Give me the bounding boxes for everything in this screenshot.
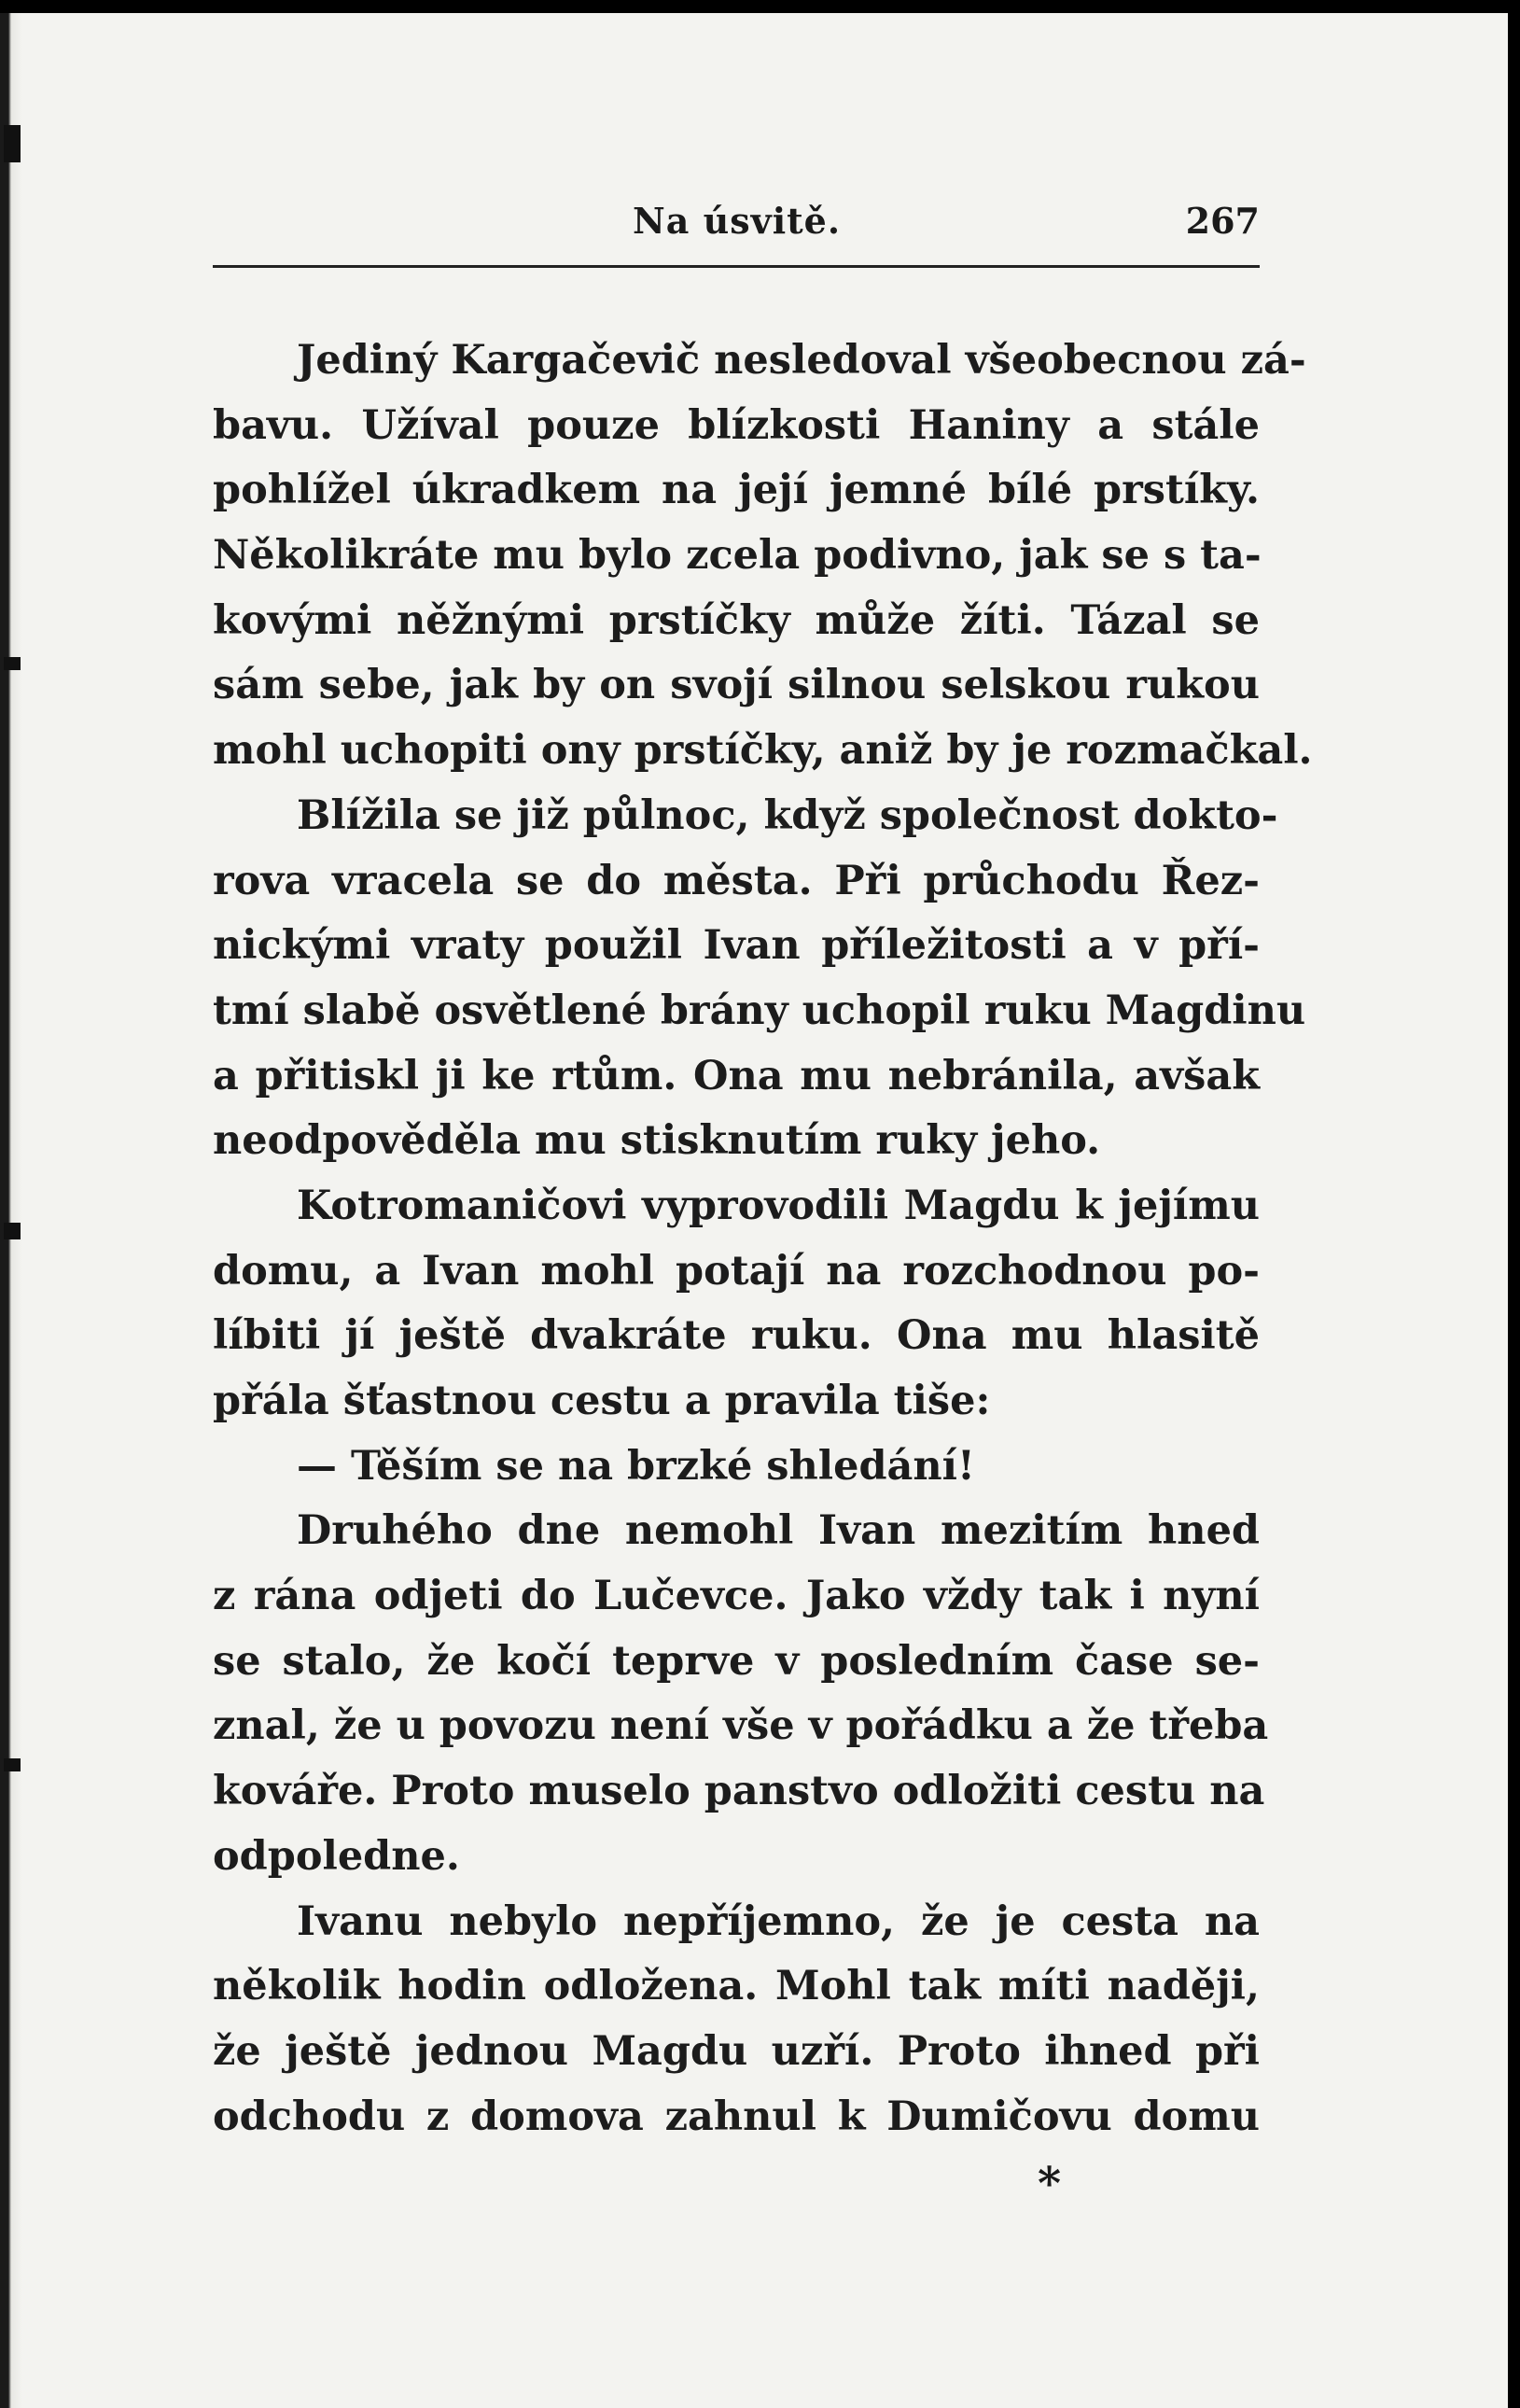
text-line: tmí slabě osvětlené brány uchopil ruku Magdinu <box>213 987 1306 1034</box>
text-line: pohlížel úkradkem na její jemné bílé prstíky. <box>213 467 1260 514</box>
text-line: se stalo, že kočí teprve v posledním čase se- <box>213 1637 1260 1685</box>
text-line: neodpověděla mu stisknutím ruky jeho. <box>213 1117 1101 1165</box>
asterisk-ornament: * <box>1038 2158 1062 2210</box>
text-line: Blížila se již půlnoc, když společnost dokto- <box>297 791 1278 839</box>
running-title: Na úsvitě. <box>633 200 842 242</box>
text-line: kováře. Proto muselo panstvo odložiti cestu na <box>213 1768 1265 1815</box>
text-line: z rána odjeti do Lučevce. Jako vždy tak i nyní <box>213 1573 1260 1620</box>
text-line: sám sebe, jak by on svojí silnou selskou rukou <box>213 662 1260 709</box>
page-binding-edge <box>0 13 22 2408</box>
edge-mark <box>4 125 21 162</box>
text-line: Několikráte mu bylo zcela podivno, jak se s ta- <box>213 532 1262 580</box>
page-header <box>213 194 1260 250</box>
text-line: Jediný Kargačevič nesledoval všeobecnou zá- <box>297 337 1306 384</box>
text-line: líbiti jí ještě dvakráte ruku. Ona mu hlasitě <box>213 1312 1260 1360</box>
body-text <box>213 329 1313 2149</box>
text-line: Druhého dne nemohl Ivan mezitím hned <box>297 1507 1260 1555</box>
text-line: domu, a Ivan mohl potají na rozchodnou po- <box>213 1247 1260 1295</box>
text-line: bavu. Užíval pouze blízkosti Haniny a stále <box>213 401 1260 449</box>
text-line: Kotromaničovi vyprovodili Magdu k jejímu <box>297 1182 1260 1229</box>
edge-mark <box>4 1758 21 1771</box>
text-line: odpoledne. <box>213 1832 460 1880</box>
text-line: rova vracela se do města. Při průchodu Řez- <box>213 857 1260 904</box>
text-line: — Těším se na brzké shledání! <box>297 1442 975 1490</box>
edge-mark <box>4 1223 21 1239</box>
text-line: kovými něžnými prstíčky může žíti. Tázal se <box>213 596 1260 644</box>
text-line: nickými vraty použil Ivan příležitosti a v pří- <box>213 922 1260 970</box>
text-line: několik hodin odložena. Mohl tak míti naději, <box>213 1963 1260 2010</box>
text-line: a přitiskl ji ke rtům. Ona mu nebránila, avšak <box>213 1052 1260 1099</box>
text-line: přála šťastnou cestu a pravila tiše: <box>213 1378 991 1424</box>
book-page <box>0 13 1508 2408</box>
edge-mark <box>4 657 21 670</box>
text-line: Ivanu nebylo nepříjemno, že je cesta na <box>297 1897 1260 1945</box>
header-rule <box>213 265 1260 268</box>
text-line: znal, že u povozu není vše v pořádku a že třeba <box>213 1702 1269 1750</box>
page-number: 267 <box>1185 200 1260 242</box>
text-line: odchodu z domova zahnul k Dumičovu domu <box>213 2093 1260 2140</box>
text-line: že ještě jednou Magdu uzří. Proto ihned při <box>213 2027 1260 2075</box>
text-line: mohl uchopiti ony prstíčky, aniž by je rozmačkal. <box>213 727 1313 775</box>
